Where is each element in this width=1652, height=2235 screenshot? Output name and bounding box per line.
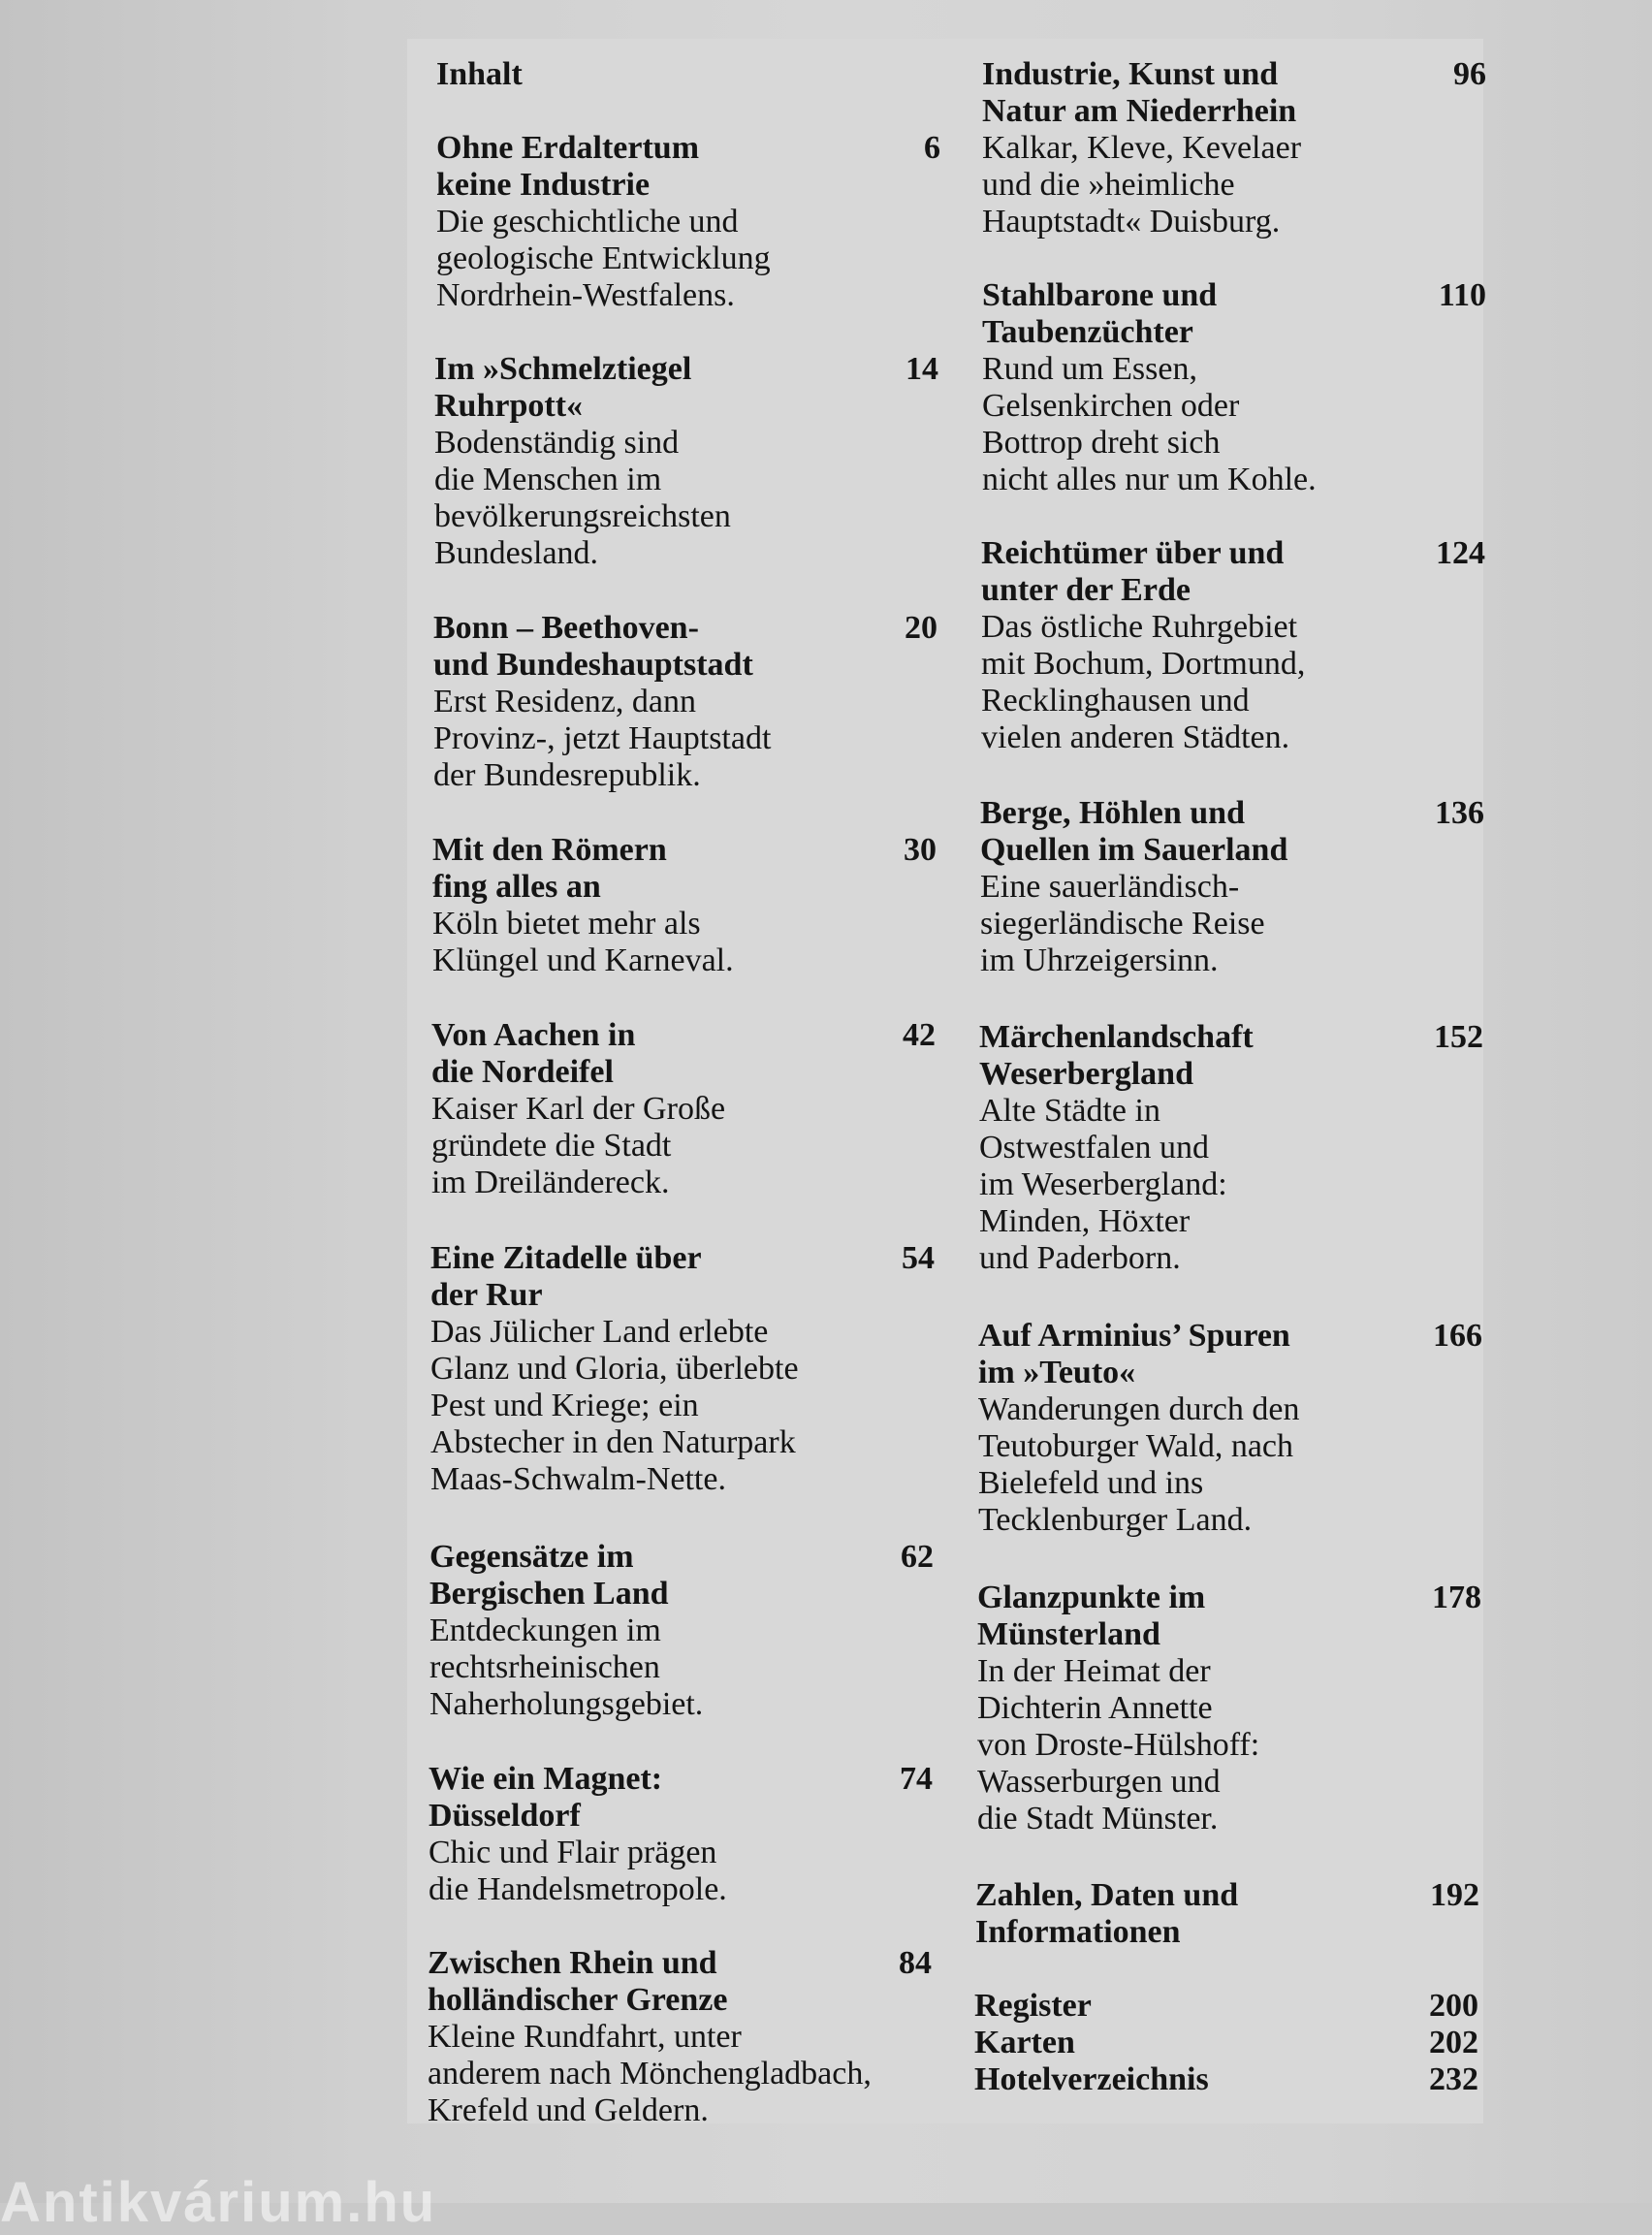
entry-description: Eine sauerländisch- siegerländische Reise im Uhrzeigersinn. (980, 869, 1265, 978)
watermark: Antikvárium.hu (0, 2171, 437, 2234)
entry-description: Köln bietet mehr als Klüngel und Karneval. (432, 906, 734, 978)
entry-page: 74 (900, 1761, 933, 1797)
entry-page: 20 (905, 610, 937, 646)
entry-title: Industrie, Kunst und Natur am Niederrhein (982, 56, 1297, 129)
toc-entry (428, 1945, 932, 2129)
entry-title: Im »Schmelztiegel Ruhrpott« (434, 351, 692, 424)
entry-title: Bonn – Beethoven- und Bundeshauptstadt (433, 610, 753, 683)
entry-title: Mit den Römern fing alles an (432, 832, 667, 905)
toc-entry-karten (974, 2025, 1478, 2061)
toc-entry (434, 351, 938, 572)
entry-description: Wanderungen durch den Teutoburger Wald, nach Bielefeld und ins Tecklenburger Land. (978, 1391, 1300, 1538)
entry-page: 96 (1453, 56, 1486, 92)
toc-entry (978, 1318, 1482, 1539)
toc-entry (979, 1019, 1483, 1277)
entry-description: Rund um Essen, Gelsenkirchen oder Bottrop dreht sich nicht alles nur um Kohle. (982, 351, 1317, 497)
entry-description: Entdeckungen im rechtsrheinischen Naherholungsgebiet. (429, 1612, 704, 1722)
toc-entry (975, 1877, 1479, 1951)
entry-page: 6 (924, 130, 940, 166)
entry-page: 166 (1433, 1318, 1482, 1354)
entry-page: 192 (1430, 1877, 1479, 1913)
toc-entry-register (974, 1988, 1478, 2025)
entry-page: 14 (905, 351, 938, 387)
entry-page: 124 (1436, 535, 1485, 571)
entry-page: 152 (1434, 1019, 1483, 1055)
entry-title: Eine Zitadelle über der Rur (430, 1240, 702, 1313)
entry-description: In der Heimat der Dichterin Annette von Droste-Hülshoff: Wasserburgen und die Stadt Münster. (977, 1653, 1260, 1836)
entry-title: Gegensätze im Bergischen Land (429, 1539, 669, 1612)
entry-title: Register (974, 1988, 1092, 2024)
entry-page: 136 (1435, 795, 1484, 831)
entry-description: Kalkar, Kleve, Kevelaer und die »heimliche Hauptstadt« Duisburg. (982, 130, 1302, 239)
entry-title: Ohne Erdaltertum keine Industrie (436, 130, 700, 203)
toc-entry-hotelverzeichnis (974, 2061, 1478, 2098)
entry-title: Wie ein Magnet: Düsseldorf (429, 1761, 663, 1834)
entry-title: Zwischen Rhein und holländischer Grenze (428, 1945, 728, 2018)
entry-title: Auf Arminius’ Spuren im »Teuto« (978, 1318, 1290, 1390)
toc-entry (980, 795, 1484, 979)
toc-entry (982, 277, 1486, 498)
entry-description: Erst Residenz, dann Provinz-, jetzt Hauptstadt der Bundesrepublik. (433, 684, 772, 793)
entry-page: 62 (901, 1539, 934, 1575)
toc-entry (981, 535, 1485, 756)
entry-title: Glanzpunkte im Münsterland (977, 1580, 1206, 1652)
toc-heading: Inhalt (436, 56, 523, 92)
entry-page: 178 (1432, 1580, 1481, 1615)
entry-description: Kaiser Karl der Große gründete die Stadt im Dreiländereck. (431, 1091, 726, 1200)
entry-description: Kleine Rundfahrt, unter anderem nach Mönchengladbach, Krefeld und Geldern. (428, 2019, 872, 2128)
entry-page: 200 (1429, 1988, 1478, 2024)
toc-entry (430, 1240, 935, 1498)
toc-entry (982, 56, 1486, 240)
entry-title: Stahlbarone und Taubenzüchter (982, 277, 1218, 350)
entry-page: 232 (1429, 2061, 1478, 2097)
entry-description: Das Jülicher Land erlebte Glanz und Gloria, überlebte Pest und Kriege; ein Abstecher in den Naturpark Maas-Schwalm-Nette. (430, 1314, 799, 1497)
toc-entry (431, 1017, 936, 1201)
entry-title: Märchenlandschaft Weserbergland (979, 1019, 1254, 1092)
entry-description: Alte Städte in Ostwestfalen und im Weserbergland: Minden, Höxter und Paderborn. (979, 1093, 1227, 1276)
entry-description: Das östliche Ruhrgebiet mit Bochum, Dortmund, Recklinghausen und vielen anderen Städten. (981, 609, 1306, 755)
entry-page: 110 (1438, 277, 1486, 313)
entry-description: Chic und Flair prägen die Handelsmetropole. (429, 1835, 727, 1907)
entry-description: Die geschichtliche und geologische Entwicklung Nordrhein-Westfalens. (436, 204, 771, 313)
entry-page: 84 (899, 1945, 932, 1981)
entry-title: Berge, Höhlen und Quellen im Sauerland (980, 795, 1288, 868)
entry-page: 30 (904, 832, 937, 868)
entry-description: Bodenständig sind die Menschen im bevölkerungsreichsten Bundesland. (434, 425, 731, 571)
entry-page: 42 (903, 1017, 936, 1053)
toc-entry (977, 1580, 1481, 1837)
entry-title: Von Aachen in die Nordeifel (431, 1017, 636, 1090)
entry-title: Zahlen, Daten und Informationen (975, 1877, 1239, 1950)
entry-title: Hotelverzeichnis (974, 2061, 1209, 2097)
toc-entry (436, 130, 940, 314)
entry-title: Reichtümer über und unter der Erde (981, 535, 1285, 608)
entry-page: 54 (902, 1240, 935, 1276)
toc-entry (433, 610, 937, 794)
entry-title: Karten (974, 2025, 1075, 2060)
toc-entry (429, 1539, 934, 1723)
entry-page: 202 (1429, 2025, 1478, 2060)
toc-entry (429, 1761, 933, 1908)
toc-entry (432, 832, 937, 979)
